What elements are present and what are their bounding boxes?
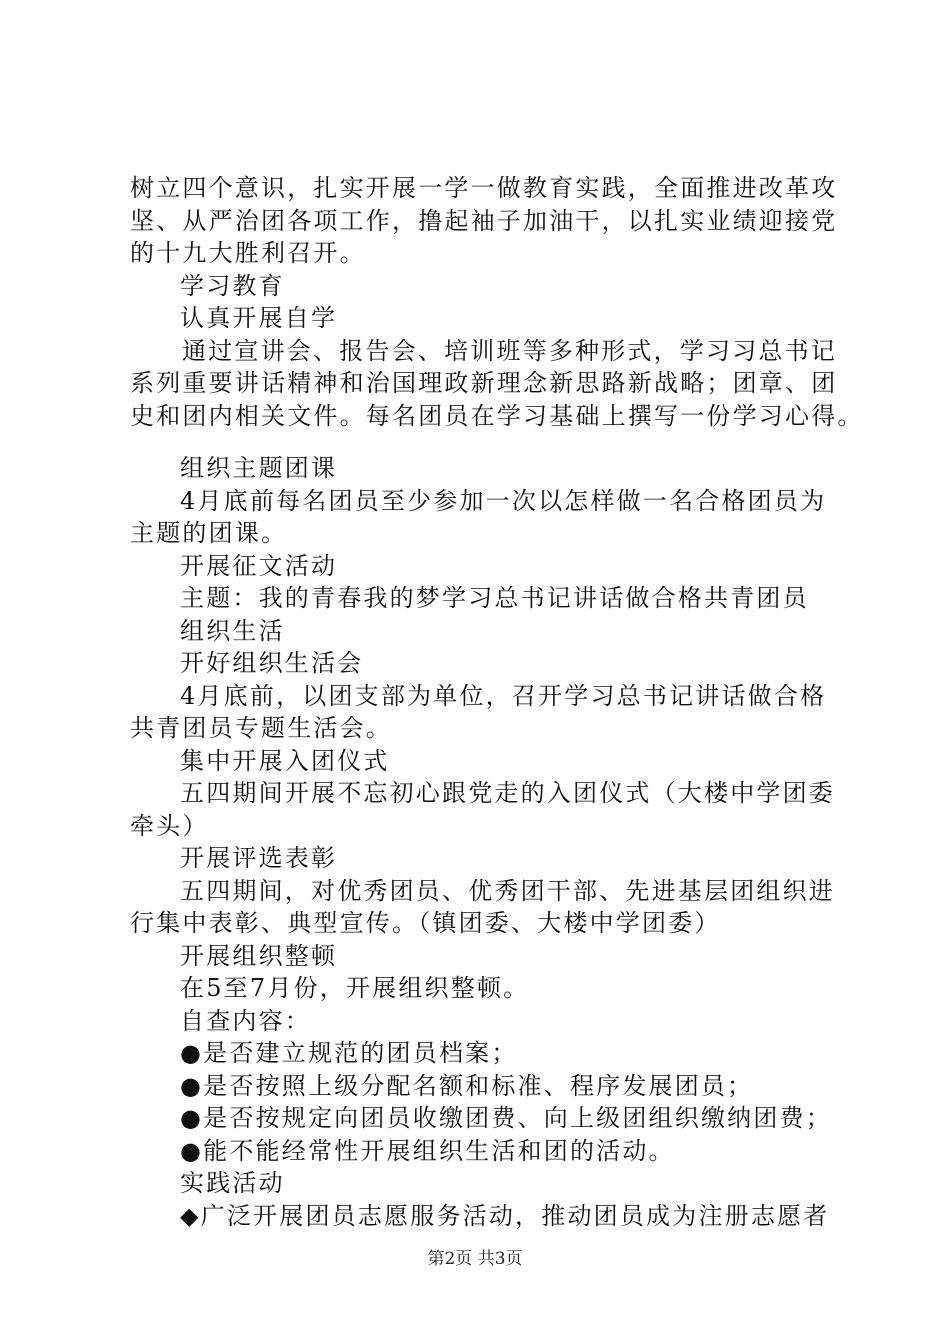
subsection-heading: 开展组织整顿 <box>180 941 338 970</box>
text-line: 五四期间开展不忘初心跟党走的入团仪式（大楼中学团委 <box>180 779 835 807</box>
section-heading: 实践活动 <box>180 1169 285 1197</box>
text-line: 行集中表彰、典型宣传。（镇团委、大楼中学团委） <box>130 909 721 937</box>
subsection-heading: 开展评选表彰 <box>180 844 338 872</box>
text-line: 通过宣讲会、报告会、培训班等多种形式，学习习总书记 <box>182 336 837 365</box>
subsection-heading: 开展征文活动 <box>180 551 338 580</box>
paragraph-gap <box>130 432 835 452</box>
text-line: 系列重要讲话精神和治国理政新理念新思路新战略；团章、团 <box>130 369 838 397</box>
page-number-footer: 第2页 共3页 <box>427 1249 523 1269</box>
subsection-heading: 开好组织生活会 <box>180 649 364 677</box>
diamond-bullet-item: ◆广泛开展团员志愿服务活动，推动团员成为注册志愿者 <box>180 1201 830 1230</box>
subsection-heading: 组织主题团课 <box>180 454 338 482</box>
bullet-item: ●是否按规定向团员收缴团费、向上级团组织缴纳团费； <box>180 1104 832 1132</box>
text-line: 在5至7月份，开展组织整顿。 <box>180 974 530 1002</box>
subsection-heading: 集中开展入团仪式 <box>180 746 390 775</box>
subsection-heading: 认真开展自学 <box>180 304 338 332</box>
bullet-item: ●是否按照上级分配名额和标准、程序发展团员； <box>180 1071 754 1100</box>
bullet-item: ●是否建立规范的团员档案； <box>180 1039 518 1067</box>
text-line: 牵头） <box>130 811 209 840</box>
text-line: 史和团内相关文件。每名团员在学习基础上撰写一份学习心得。 <box>130 401 864 430</box>
text-line: 共青团员专题生活会。 <box>130 714 392 742</box>
text-line: 自查内容： <box>180 1006 311 1035</box>
text-line: 4月底前每名团员至少参加一次以怎样做一名合格团员为 <box>180 486 827 515</box>
text-line: 五四期间，对优秀团员、优秀团干部、先进基层团组织进 <box>180 876 835 905</box>
section-heading: 组织生活 <box>180 616 285 645</box>
text-line: 主题：我的青春我的梦学习总书记讲话做合格共青团员 <box>180 584 809 612</box>
section-heading: 学习教育 <box>180 271 285 300</box>
text-line: 坚、从严治团各项工作，撸起袖子加油干，以扎实业绩迎接党 <box>130 206 838 235</box>
text-line: 4月底前，以团支部为单位，召开学习总书记讲话做合格 <box>180 681 827 710</box>
text-line: 树立四个意识，扎实开展一学一做教育实践，全面推进改革攻 <box>130 174 838 202</box>
bullet-item: ●能不能经常性开展组织生活和团的活动。 <box>180 1136 675 1165</box>
document-body <box>130 172 864 1232</box>
text-line: 主题的团课。 <box>130 519 288 547</box>
text-line: 的十九大胜利召开。 <box>130 239 366 267</box>
